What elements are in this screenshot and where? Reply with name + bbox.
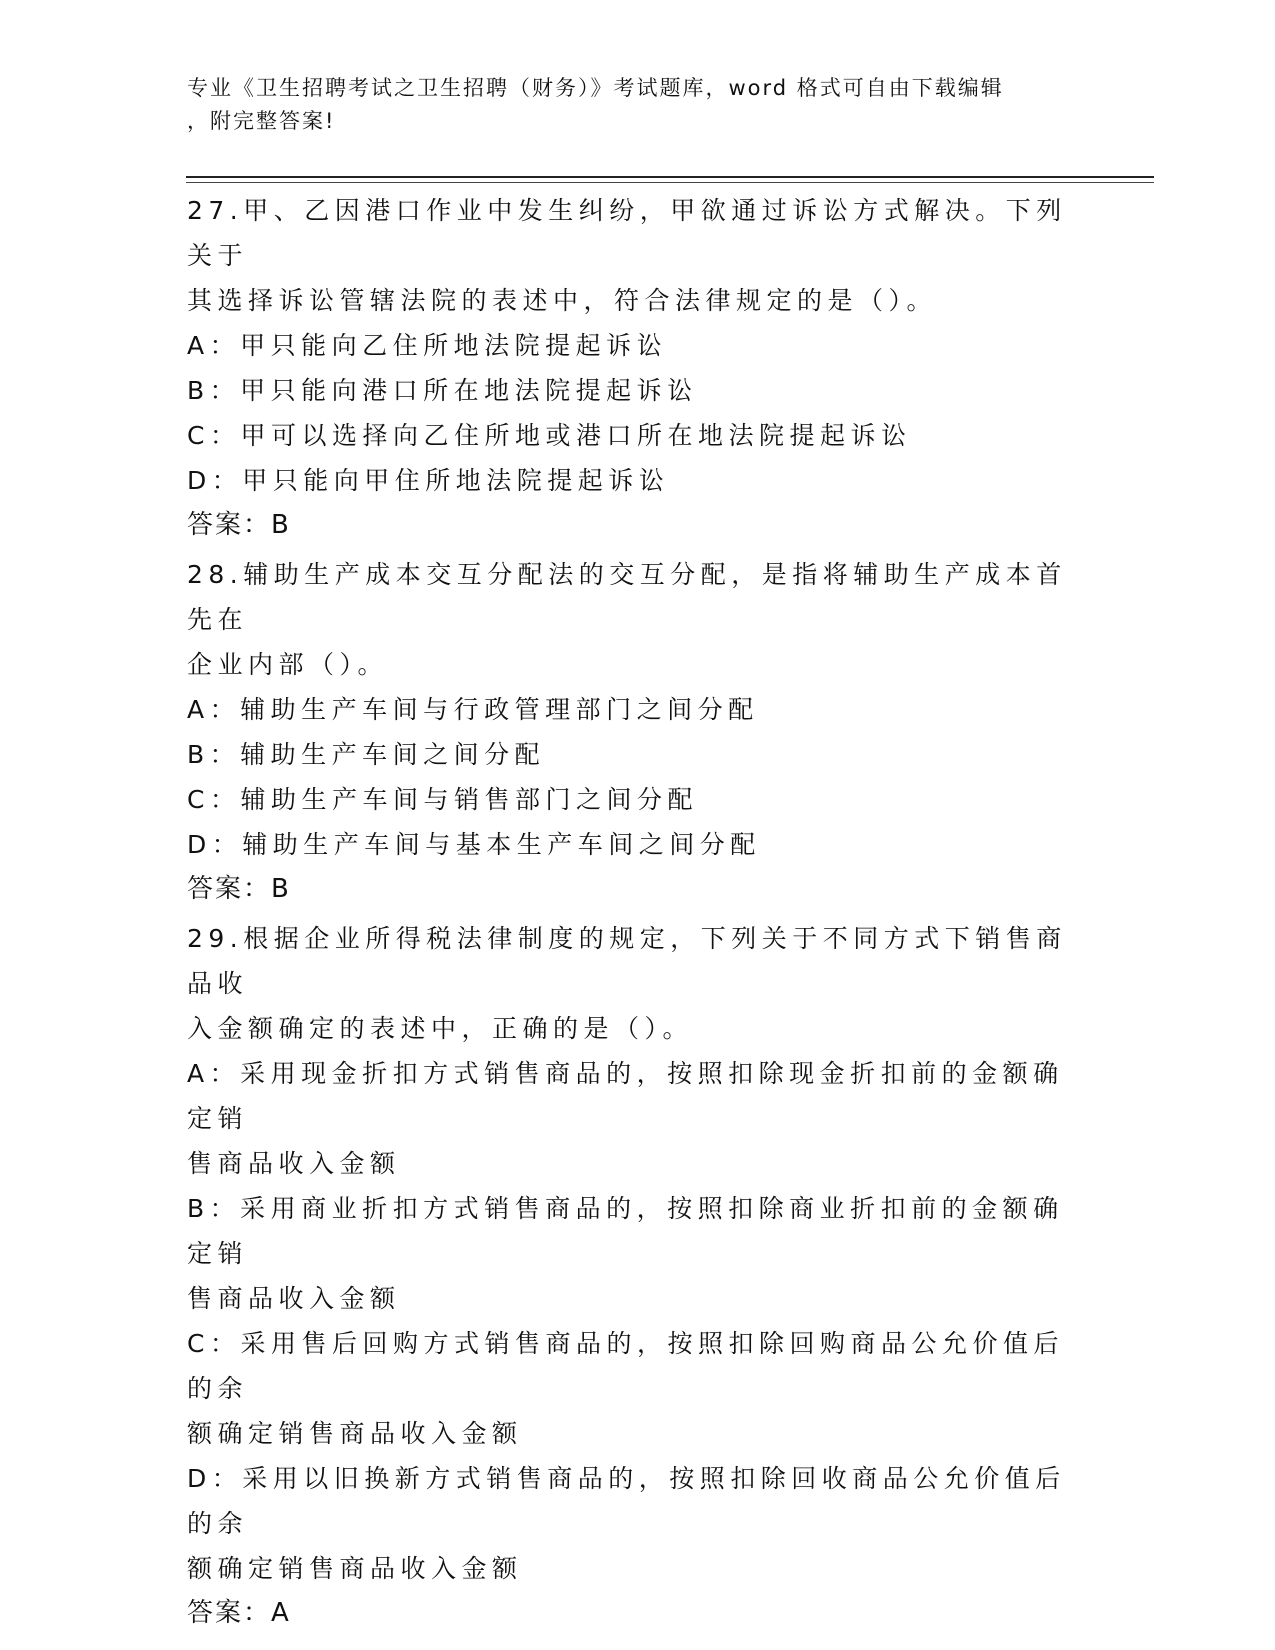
answer: 答案：B (187, 510, 291, 540)
question-stem: 其选择诉讼管辖法院的表述中，符合法律规定的是（）。 (187, 286, 938, 315)
option-d: D：甲只能向甲住所地法院提起诉讼 (187, 466, 670, 495)
option-b: B：采用商业折扣方式销售商品的，按照扣除商业折扣前的金额确定销 (187, 1194, 1064, 1268)
question-stem: 29.根据企业所得税法律制度的规定，下列关于不同方式下销售商品收 (187, 924, 1067, 998)
question-29 (187, 916, 1087, 1636)
question-stem: 入金额确定的表述中，正确的是（）。 (187, 1014, 694, 1043)
option-d-continued: 额确定销售商品收入金额 (187, 1554, 523, 1583)
question-28 (187, 552, 1087, 912)
option-a: A：采用现金折扣方式销售商品的，按照扣除现金折扣前的金额确定销 (187, 1059, 1064, 1133)
question-stem: 28.辅助生产成本交互分配法的交互分配，是指将辅助生产成本首先在 (187, 560, 1067, 634)
question-27 (187, 188, 1087, 548)
option-d: D：采用以旧换新方式销售商品的，按照扣除回收商品公允价值后的余 (187, 1464, 1066, 1538)
question-stem: 27.甲、乙因港口作业中发生纠纷，甲欲通过诉讼方式解决。下列关于 (187, 196, 1067, 270)
option-a-continued: 售商品收入金额 (187, 1149, 401, 1178)
option-b: B：辅助生产车间之间分配 (187, 740, 546, 769)
option-c-continued: 额确定销售商品收入金额 (187, 1419, 523, 1448)
answer: 答案：B (187, 874, 291, 904)
header-note (187, 72, 1087, 138)
option-c: C：甲可以选择向乙住所地或港口所在地法院提起诉讼 (187, 421, 912, 450)
option-d: D：辅助生产车间与基本生产车间之间分配 (187, 830, 761, 859)
option-c: C：采用售后回购方式销售商品的，按照扣除回购商品公允价值后的余 (187, 1329, 1064, 1403)
header-divider-thick (186, 176, 1154, 178)
answer: 答案：A (187, 1598, 291, 1628)
option-a: A：辅助生产车间与行政管理部门之间分配 (187, 695, 759, 724)
option-c: C：辅助生产车间与销售部门之间分配 (187, 785, 698, 814)
option-b: B：甲只能向港口所在地法院提起诉讼 (187, 376, 698, 405)
option-b-continued: 售商品收入金额 (187, 1284, 401, 1313)
header-divider-thin (186, 182, 1154, 183)
option-a: A：甲只能向乙住所地法院提起诉讼 (187, 331, 668, 360)
header-note-line-2: ，附完整答案! (187, 109, 336, 133)
header-note-line-1: 专业《卫生招聘考试之卫生招聘（财务）》考试题库，word 格式可自由下载编辑 (187, 76, 1004, 100)
question-stem: 企业内部（）。 (187, 650, 389, 679)
